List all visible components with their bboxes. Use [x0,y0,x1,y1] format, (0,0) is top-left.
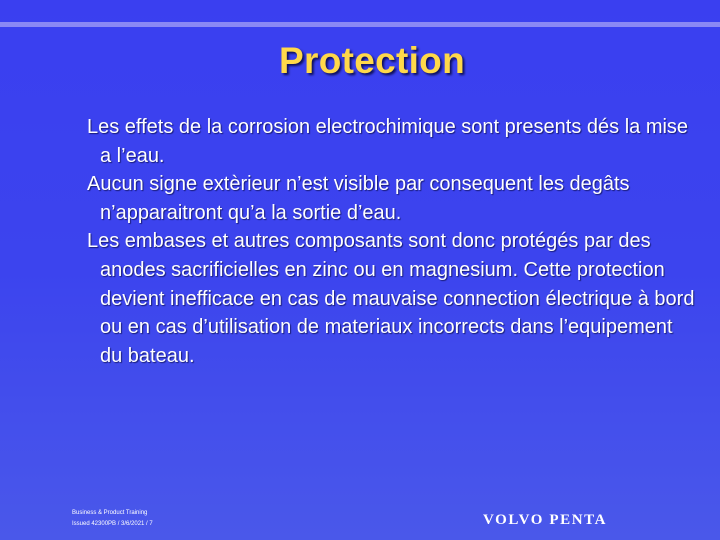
top-divider [0,22,720,27]
volvo-penta-logo: VOLVO PENTA [483,512,608,528]
footer-info [72,508,153,530]
paragraph-corrosion-effects: Les effets de la corrosion electrochimique sont presents dés la mise a l’eau. [87,116,689,167]
footer-line-training: Business & Product Training [72,510,148,516]
footer-line-issued: Issued 42300PB / 3/6/2021 / 7 [72,521,153,527]
paragraph-no-visible-sign: Aucun signe extèrieur n’est visible par consequent les degâts n’apparaitront qu’a la sortie d’eau. [87,173,630,224]
slide-body [87,113,697,370]
paragraph-sacrificial-anodes: Les embases et autres composants sont donc protégés par des anodes sacrificielles en zinc ou en magnesium. Cette protection devient inefficace en cas de mauvaise connection électrique à bord ou en cas d’utilisation de materiaux incorrects dans l’equipement du bateau. [87,230,695,367]
slide-title: Protection [279,40,465,81]
